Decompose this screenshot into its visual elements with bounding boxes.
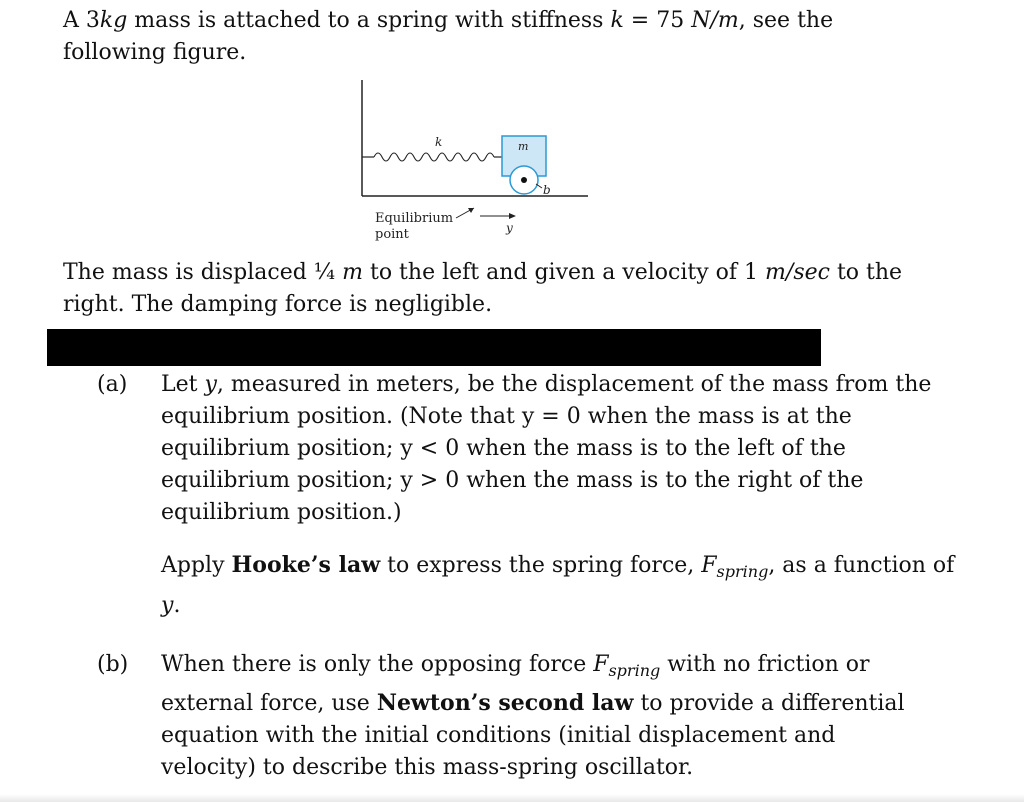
part-b-line-4: velocity) to describe this mass-spring oscillator. [161,755,694,780]
part-a-line-2: equilibrium position. (Note that y = 0 when the mass is at the [161,404,852,429]
equilibrium-label-line1: Equilibrium [375,211,454,226]
part-a-line-3: equilibrium position; y < 0 when the mass is to the left of the [161,436,846,461]
displacement-paragraph [63,257,902,321]
y-axis-label: y [506,221,513,235]
part-a-line-4: equilibrium position; y > 0 when the mass is to the right of the [161,468,864,493]
part-b-line-1: When there is only the opposing force $F_{spring}$ with no friction or [161,652,870,680]
y-axis-arrowhead [509,213,516,219]
redaction-bar [47,329,821,366]
part-a-line-1: Let y, measured in meters, be the displacement of the mass from the [161,372,932,397]
intro-line-2: following figure. [63,40,247,65]
part-a-text [161,369,931,529]
equilibrium-label-line2: point [375,227,409,242]
part-b-text [161,649,905,784]
part-a-label: (a) [97,372,128,397]
damper-hub [521,177,527,183]
damper-label: b [543,183,551,197]
spring-coil [374,153,494,161]
part-b-label: (b) [97,652,129,677]
displacement-line-1: The mass is displaced ¼ m to the left and given a velocity of 1 m/sec to the [63,260,903,285]
intro-paragraph [63,5,833,69]
part-a-apply-line-1: Apply Hooke’s law to express the spring force, $F_{spring}$, as a function of [161,552,955,581]
mass-spring-figure [340,76,610,256]
part-b-line-2: external force, use Newton’s second law to provide a differential [161,690,905,716]
displacement-line-2: right. The damping force is negligible. [63,292,493,317]
spring-label: k [435,135,443,149]
part-a-line-5: equilibrium position.) [161,500,402,525]
part-a-apply [161,549,954,622]
part-b-line-3: equation with the initial conditions (initial displacement and [161,723,836,748]
intro-line-1: A 3kg mass is attached to a spring with stiffness k = 75 N/m, see the [63,8,834,33]
part-a-apply-line-2: y. [161,593,181,618]
bottom-edge-shade [0,794,1024,802]
mass-label: m [518,140,529,153]
